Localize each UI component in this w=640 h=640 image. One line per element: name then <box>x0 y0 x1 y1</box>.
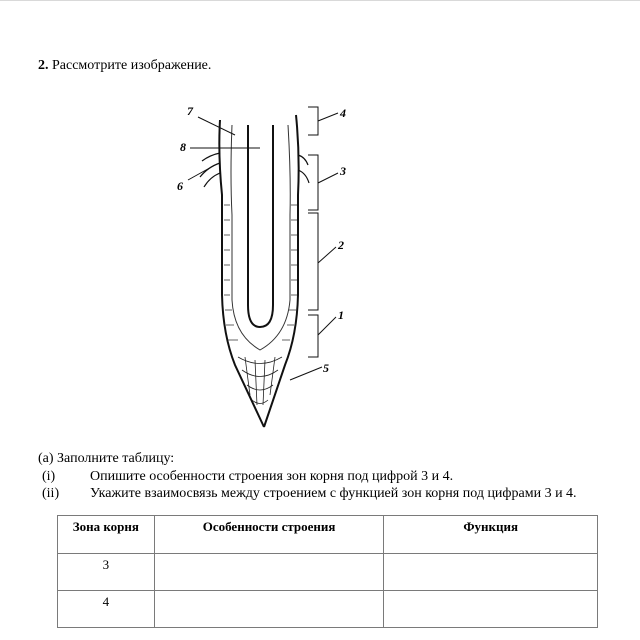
label-4: 4 <box>340 106 346 120</box>
header-structure: Особенности строения <box>154 516 384 554</box>
label-2: 2 <box>338 238 344 252</box>
label-5: 5 <box>323 361 329 375</box>
top-divider <box>0 0 640 1</box>
question-number: 2. <box>38 58 49 73</box>
answer-table <box>57 515 598 628</box>
header-zone: Зона корня <box>58 516 155 554</box>
question-title <box>38 58 211 74</box>
label-7: 7 <box>187 104 193 118</box>
task-item-number: (ii) <box>42 486 60 501</box>
zone-cell: 3 <box>58 554 155 591</box>
label-leaders <box>188 107 338 380</box>
structure-cell[interactable] <box>154 554 384 591</box>
function-cell[interactable] <box>384 591 598 628</box>
function-cell[interactable] <box>384 554 598 591</box>
root-outline-right <box>264 115 299 427</box>
root-hairs <box>200 153 309 187</box>
table-header-row <box>58 516 598 554</box>
root-cap <box>238 357 282 405</box>
label-8: 8 <box>180 140 186 154</box>
task-item-i <box>38 469 628 485</box>
task-item-number: (i) <box>42 469 56 484</box>
label-3: 3 <box>340 164 346 178</box>
root-outline-left <box>219 120 264 427</box>
root-diagram <box>160 95 360 440</box>
label-1: 1 <box>338 308 344 322</box>
structure-cell[interactable] <box>154 591 384 628</box>
task-item-text: Опишите особенности строения зон корня под цифрой 3 и 4. <box>90 469 454 484</box>
table-row <box>58 554 598 591</box>
task-item-text: Укажите взаимосвязь между строением с функцией зон корня под цифрами 3 и 4. <box>90 486 577 501</box>
label-6: 6 <box>177 179 183 193</box>
task-item-ii <box>38 486 628 502</box>
central-cylinder <box>248 125 273 327</box>
header-function: Функция <box>384 516 598 554</box>
zone-cell: 4 <box>58 591 155 628</box>
task-intro: (a) Заполните таблицу: <box>38 451 175 466</box>
table-row <box>58 591 598 628</box>
question-text: Рассмотрите изображение. <box>52 58 212 73</box>
